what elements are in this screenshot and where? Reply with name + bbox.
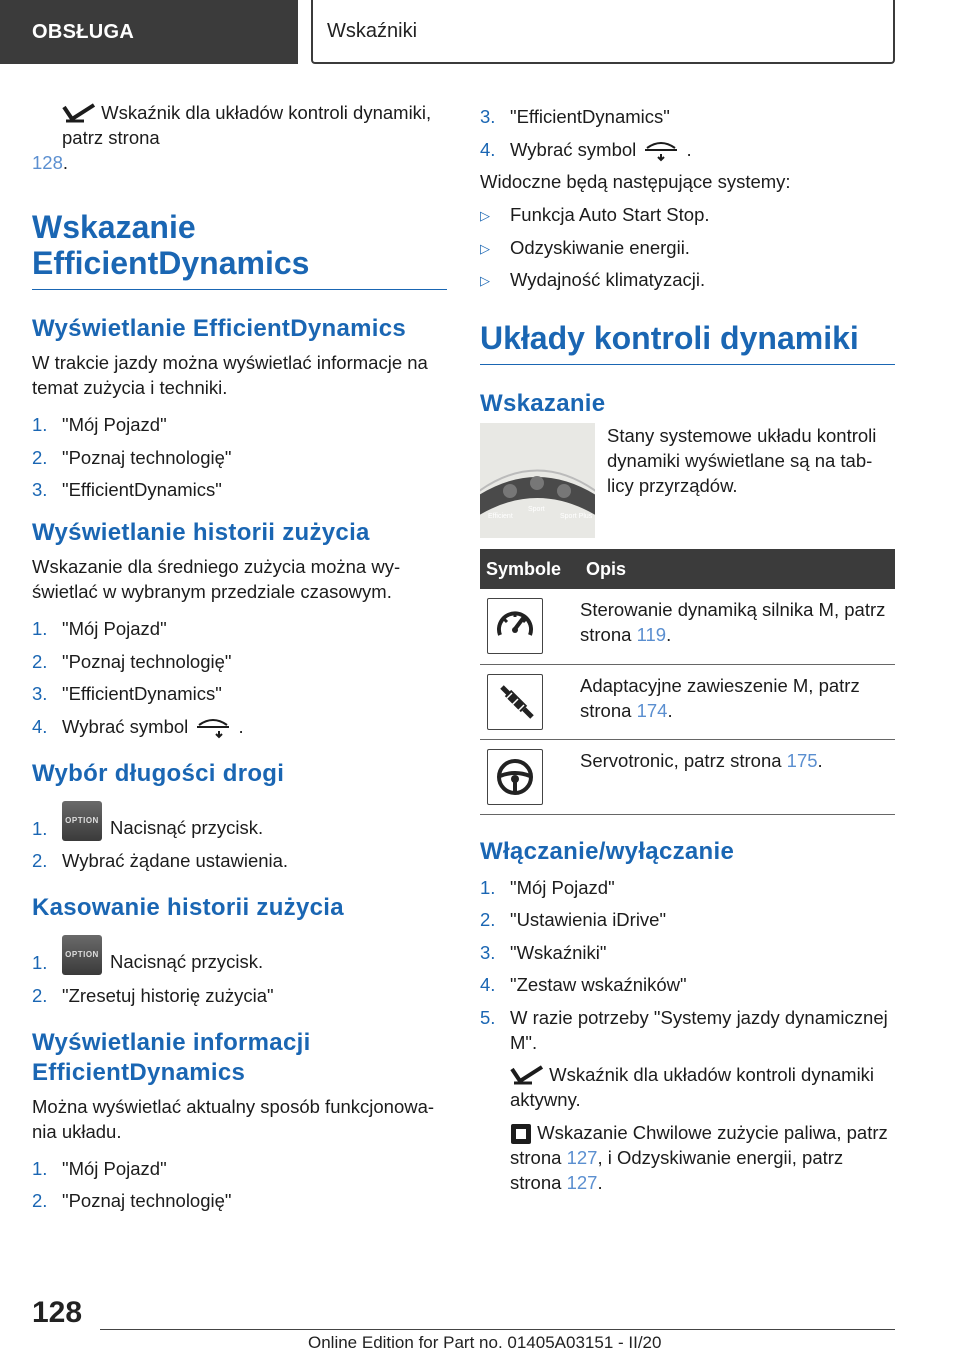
page-link[interactable]: 127	[566, 1147, 598, 1169]
list-item: 5. W razie potrzeby "Systemy jazdy dynamicznej M".	[480, 1006, 888, 1053]
footer-divider	[100, 1329, 895, 1330]
list-item: ▷ Odzyskiwanie energii.	[480, 236, 690, 258]
list-item: 4. Wybrać symbol .	[32, 714, 447, 739]
car-efficiency-icon	[641, 140, 681, 162]
list-item: 2. "Poznaj technologię"	[32, 446, 232, 468]
list-item: 4. Wybrać symbol .	[480, 137, 895, 162]
list-item: 1. "Mój Pojazd"	[32, 618, 167, 640]
list-item: ▷ Wydajność klimatyzacji.	[480, 269, 706, 291]
s1-text: W trakcie jazdy można wyświetlać informacje na temat zużycia i techniki.	[32, 352, 428, 399]
systems-intro: Widoczne będą następujące systemy:	[480, 171, 791, 193]
list-item: 4. "Zestaw wskaźników"	[480, 974, 687, 996]
list-item: 2. Wybrać żądane ustawienia.	[32, 850, 289, 872]
s3-list	[32, 799, 447, 874]
car-efficiency-icon	[193, 717, 233, 739]
heading-route-length: Wybór długości drogi	[32, 759, 285, 787]
table-row: Sterowanie dynamiką silnika M, patrz strona 119.	[480, 589, 895, 664]
cluster-label-efficient: Efficient	[488, 513, 513, 521]
col-symbols: Symbole	[480, 549, 580, 589]
table-row: Adaptacyjne zawieszenie M, patrz strona 174.	[480, 664, 895, 739]
s5-list	[32, 1156, 447, 1214]
steering-wheel-icon	[487, 749, 543, 805]
list-item: 2. "Ustawienia iDrive"	[480, 909, 667, 931]
page-link[interactable]: 127	[566, 1172, 598, 1194]
s1-list	[32, 412, 447, 502]
cluster-label-sport-plus: Sport Plus	[560, 513, 593, 521]
onoff-list	[480, 875, 895, 1055]
shock-absorber-icon	[487, 674, 543, 730]
page-link[interactable]: 174	[636, 699, 668, 721]
list-item: ▷ Funkcja Auto Start Stop.	[480, 204, 710, 226]
indication-text: Stany systemowe układu kontroli dynamiki wyświetlane są na tab‐licy przyrządów.	[607, 425, 877, 497]
systems-list	[480, 202, 895, 292]
list-item: 1. "Mój Pojazd"	[32, 1157, 167, 1179]
onoff-note-1: Wskaźnik dla układów kontroli dynamiki aktywny.	[510, 1064, 875, 1111]
list-item: 3. "EfficientDynamics"	[480, 106, 670, 127]
list-item: 1. "Mój Pojazd"	[480, 876, 615, 898]
speedometer-icon	[487, 598, 543, 654]
heading-consumption-history: Wyświetlanie historii zużycia	[32, 519, 370, 547]
option-button: OPTION	[62, 935, 102, 975]
option-button: OPTION	[62, 801, 102, 841]
left-column: Wskaźnik dla układów kontroli dynamiki, patrz strona 128. Wskazanie EfficientDynamics Wyświetlanie EfficientDynamics W trakcie jazdy można wyświetlać informacje na temat zużycia i techniki. 1. "Mój Pojazd" 2. "Poznaj technologię" 3. "EfficientDynamics" Wyświetlanie historii zużycia Wskazanie dla średniego zużycia można wy‐świetlać w wybranym przedziale czasowym. 1. "Mój Pojazd" 2. "Poznaj technologię" 3. "EfficientDynamics" 4. Wybrać symbol . Wybór długości drogi 1. OPTION Nacisnąć przycisk. 2. Wybrać żądane ustawienia. Kasowanie historii zużycia 1. OPTION Nacisnąć przycisk. 2. "Zresetuj historię zużycia" Wyświetlanie informacji EfficientDynamics Można wyświetlać aktualny sposób funkcjonowa‐nia układu. 1. "Mój Pojazd" 2. "Poznaj technologię"	[32, 100, 447, 1221]
list-item: 2. "Poznaj technologię"	[32, 650, 232, 672]
table-row: Servotronic, patrz strona 175.	[480, 739, 895, 814]
list-item: 3. "EfficientDynamics"	[32, 683, 222, 705]
page-number: 128	[32, 1296, 83, 1329]
s5-text: Można wyświetlać aktualny sposób funkcjonowa‐nia układu.	[32, 1095, 435, 1142]
onoff-note-2: Wskazanie Chwilowe zużycie paliwa, patrz strona 127, i Odzyskiwanie energii, patrz strona 127.	[510, 1122, 888, 1194]
right-column	[480, 104, 895, 1195]
page-link[interactable]: 119	[636, 624, 667, 646]
list-item: 3. "EfficientDynamics"	[32, 479, 222, 501]
section-tab: OBSŁUGA	[0, 0, 298, 64]
list-item: 2. "Zresetuj historię zużycia"	[32, 984, 274, 1006]
page-header-title: Wskaźniki	[311, 0, 895, 64]
heading-indication: Wskazanie	[480, 390, 606, 418]
check-car-icon	[62, 103, 96, 125]
instrument-cluster-image	[480, 423, 595, 538]
list-item: 1. OPTION Nacisnąć przycisk.	[32, 799, 447, 841]
intro-paragraph: Wskaźnik dla układów kontroli dynamiki, patrz strona	[62, 102, 432, 149]
col-description: Opis	[580, 549, 895, 589]
list-item: 3. "Wskaźniki"	[480, 941, 607, 963]
heading-efficientdynamics: Wskazanie EfficientDynamics	[32, 209, 447, 290]
list-item: 1. "Mój Pojazd"	[32, 414, 167, 436]
check-car-icon	[510, 1065, 544, 1087]
list-item: 2. "Poznaj technologię"	[32, 1190, 232, 1212]
list-item: 1. OPTION Nacisnąć przycisk.	[32, 933, 447, 975]
s2-text: Wskazanie dla średniego zużycia można wy‐świetlać w wybranym przedziale czasowym.	[32, 556, 401, 603]
s4-list	[32, 933, 447, 1008]
cluster-label-sport: Sport	[528, 506, 545, 514]
square-indicator-icon	[510, 1123, 532, 1145]
symbols-table	[480, 549, 895, 815]
heading-dynamics-control: Układy kontroli dynamiki	[480, 320, 895, 365]
intro-page-link[interactable]: 128	[32, 152, 63, 174]
heading-on-off: Włączanie/wyłączanie	[480, 837, 735, 865]
heading-reset-history: Kasowanie historii zużycia	[32, 894, 344, 922]
right-top-list	[480, 104, 895, 162]
page-link[interactable]: 175	[786, 749, 818, 771]
heading-display-efficientdynamics: Wyświetlanie EfficientDynamics	[32, 315, 407, 343]
edition-text: Online Edition for Part no. 01405A03151 - II/20	[308, 1333, 662, 1352]
heading-display-info: Wyświetlanie informacji EfficientDynamics	[32, 1028, 311, 1086]
s2-list	[32, 616, 447, 739]
